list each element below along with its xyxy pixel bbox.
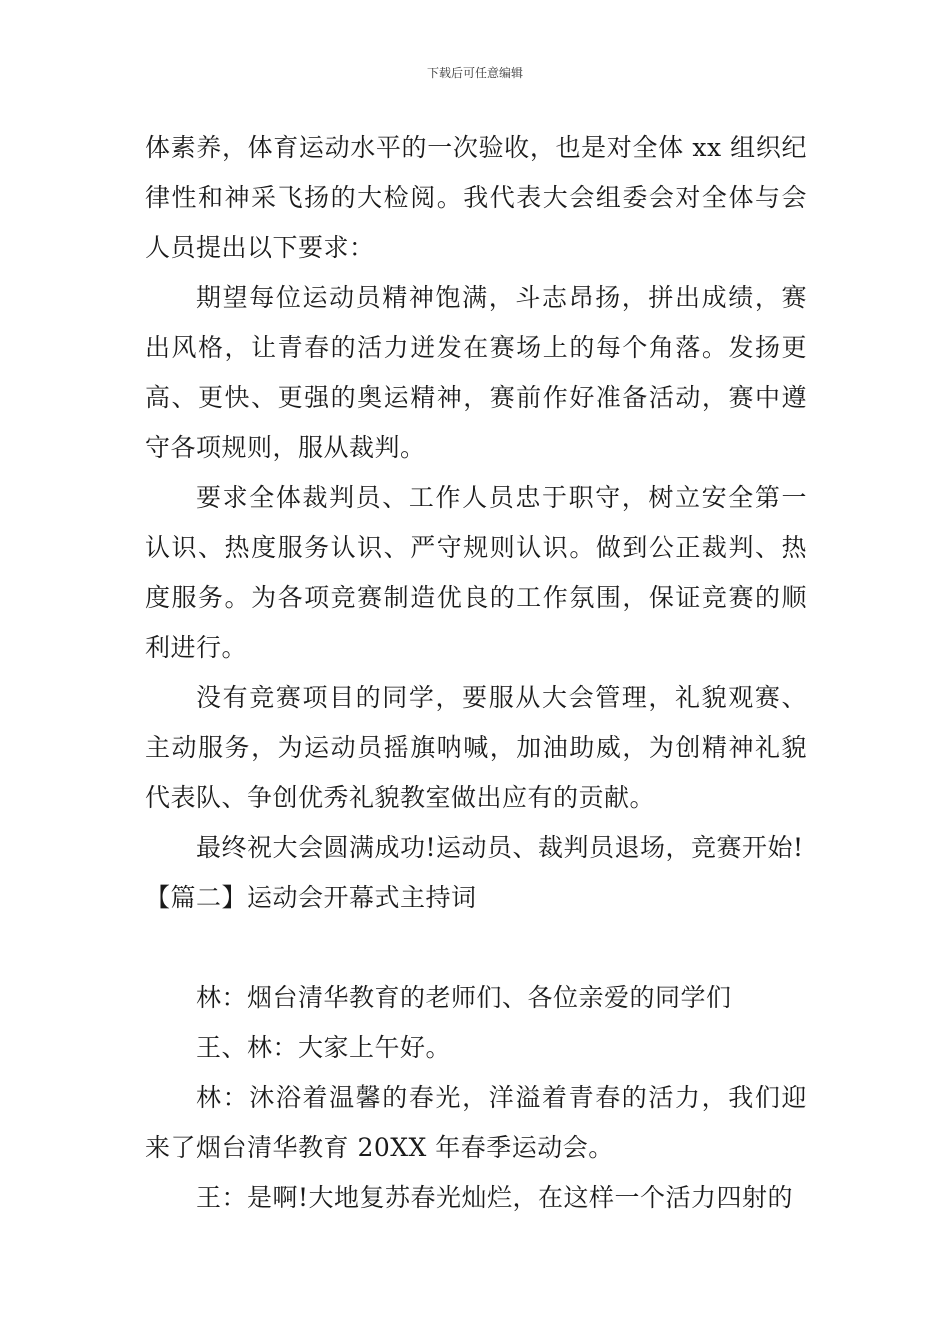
document-body [145, 123, 807, 1223]
paragraph: 最终祝大会圆满成功!运动员、裁判员退场，竞赛开始! [196, 833, 804, 862]
paragraph: 体素养，体育运动水平的一次验收，也是对全体 xx 组织纪律性和神采飞扬的大检阅。我代表大会组委会对全体与会人员提出以下要求： [145, 133, 807, 262]
page-header: 下载后可任意编辑 [426, 66, 523, 80]
dialogue-line: 林：沐浴着温馨的春光，洋溢着青春的活力，我们迎来了烟台清华教育 20XX 年春季运动会。 [145, 1083, 807, 1162]
blank-line [145, 923, 807, 973]
paragraph: 要求全体裁判员、工作人员忠于职守，树立安全第一认识、热度服务认识、严守规则认识。做到公正裁判、热度服务。为各项竞赛制造优良的工作氛围，保证竞赛的顺利进行。 [145, 483, 807, 662]
section-heading: 【篇二】运动会开幕式主持词 [145, 883, 477, 912]
paragraph: 期望每位运动员精神饱满，斗志昂扬，拼出成绩，赛出风格，让青春的活力迸发在赛场上的每个角落。发扬更高、更快、更强的奥运精神，赛前作好准备活动，赛中遵守各项规则，服从裁判。 [145, 283, 807, 462]
dialogue-line: 林：烟台清华教育的老师们、各位亲爱的同学们 [196, 983, 732, 1012]
paragraph: 没有竞赛项目的同学，要服从大会管理，礼貌观赛、主动服务，为运动员摇旗呐喊，加油助威，为创精神礼貌代表队、争创优秀礼貌教室做出应有的贡献。 [145, 683, 807, 812]
dialogue-line: 王、林：大家上午好。 [196, 1033, 452, 1062]
dialogue-line: 王：是啊!大地复苏春光灿烂，在这样一个活力四射的 [196, 1183, 794, 1212]
